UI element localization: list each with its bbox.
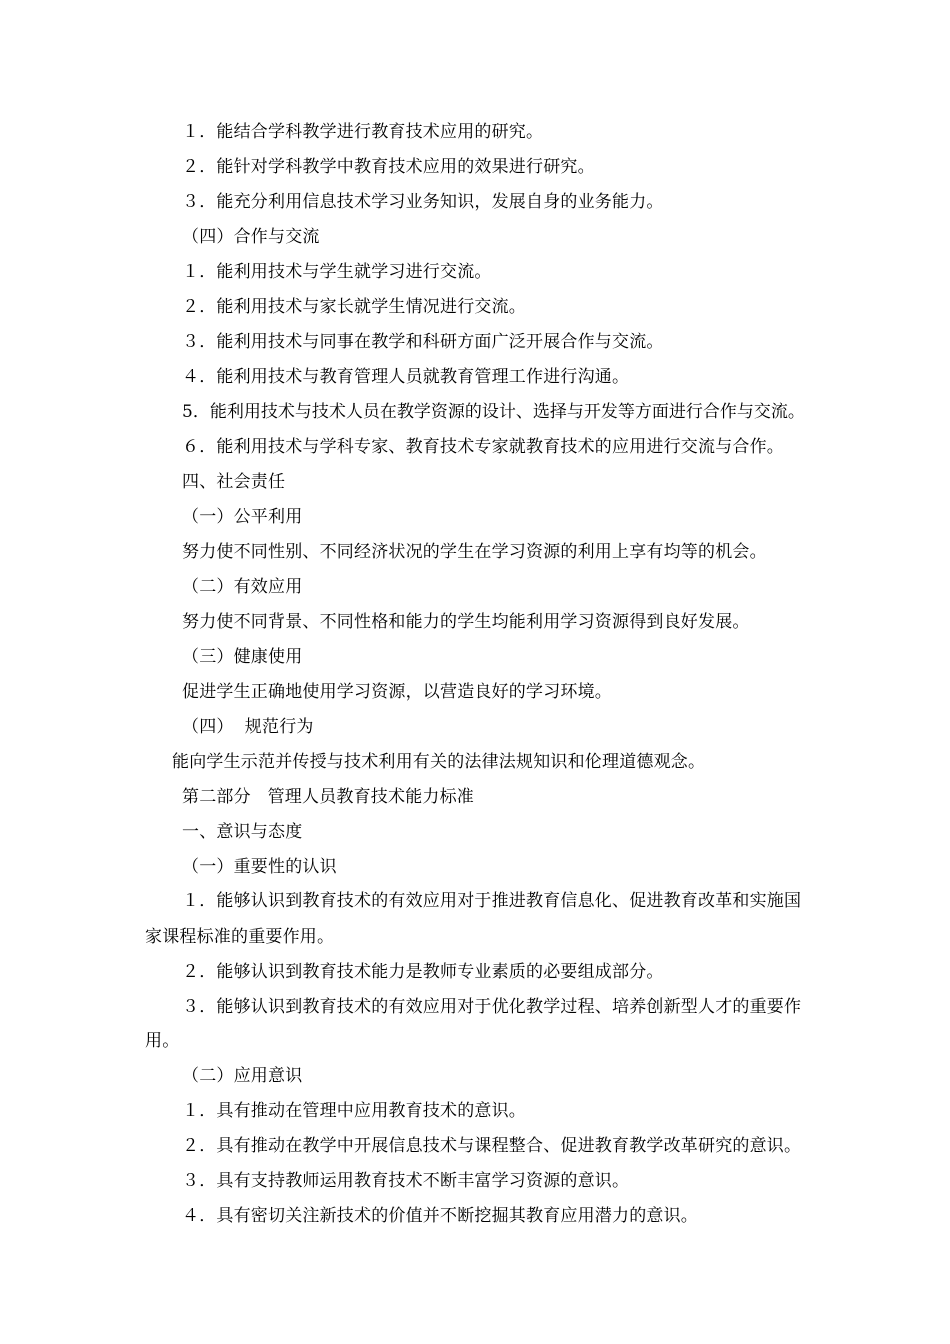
text-line: １．能利用技术与学生就学习进行交流。 (182, 262, 492, 282)
section-heading: （四）合作与交流 (182, 227, 320, 247)
text-line: ２．能针对学科教学中教育技术应用的效果进行研究。 (182, 157, 595, 177)
section-heading: 一、意识与态度 (182, 822, 303, 842)
text-line: ３．能利用技术与同事在教学和科研方面广泛开展合作与交流。 (182, 332, 664, 352)
section-heading: （四） 规范行为 (182, 717, 314, 737)
text-line: ３．能充分利用信息技术学习业务知识，发展自身的业务能力。 (182, 192, 664, 212)
section-heading: （二）有效应用 (182, 577, 303, 597)
text-line: ２．具有推动在教学中开展信息技术与课程整合、促进教育教学改革研究的意识。 (182, 1136, 802, 1156)
text-line: 促进学生正确地使用学习资源，以营造良好的学习环境。 (182, 682, 612, 702)
text-line: ４．具有密切关注新技术的价值并不断挖掘其教育应用潜力的意识。 (182, 1206, 698, 1226)
text-line: 努力使不同性别、不同经济状况的学生在学习资源的利用上享有均等的机会。 (182, 542, 767, 562)
text-line: ４．能利用技术与教育管理人员就教育管理工作进行沟通。 (182, 367, 630, 387)
text-line: 努力使不同背景、不同性格和能力的学生均能利用学习资源得到良好发展。 (182, 612, 750, 632)
text-line: １．具有推动在管理中应用教育技术的意识。 (182, 1101, 526, 1121)
section-heading: 四、社会责任 (182, 472, 286, 492)
section-heading: （一）公平利用 (182, 507, 303, 527)
part-heading: 第二部分 管理人员教育技术能力标准 (182, 787, 475, 807)
section-heading: （二）应用意识 (182, 1066, 303, 1086)
text-line: 5．能利用技术与技术人员在教学资源的设计、选择与开发等方面进行合作与交流。 (182, 402, 805, 422)
text-line: 用。 (145, 1031, 180, 1051)
text-line: ２．能够认识到教育技术能力是教师专业素质的必要组成部分。 (182, 962, 664, 982)
section-heading: （三）健康使用 (182, 647, 303, 667)
text-line: ２．能利用技术与家长就学生情况进行交流。 (182, 297, 526, 317)
text-line: ３．能够认识到教育技术的有效应用对于优化教学过程、培养创新型人才的重要作 (182, 997, 802, 1017)
text-line: １．能结合学科教学进行教育技术应用的研究。 (182, 122, 544, 142)
section-heading: （一）重要性的认识 (182, 857, 337, 877)
text-line: 家课程标准的重要作用。 (145, 927, 335, 947)
text-line: ６．能利用技术与学科专家、教育技术专家就教育技术的应用进行交流与合作。 (182, 437, 784, 457)
text-line: ３．具有支持教师运用教育技术不断丰富学习资源的意识。 (182, 1171, 630, 1191)
text-line: １．能够认识到教育技术的有效应用对于推进教育信息化、促进教育改革和实施国 (182, 891, 802, 911)
text-line: 能向学生示范并传授与技术利用有关的法律法规知识和伦理道德观念。 (172, 752, 706, 772)
